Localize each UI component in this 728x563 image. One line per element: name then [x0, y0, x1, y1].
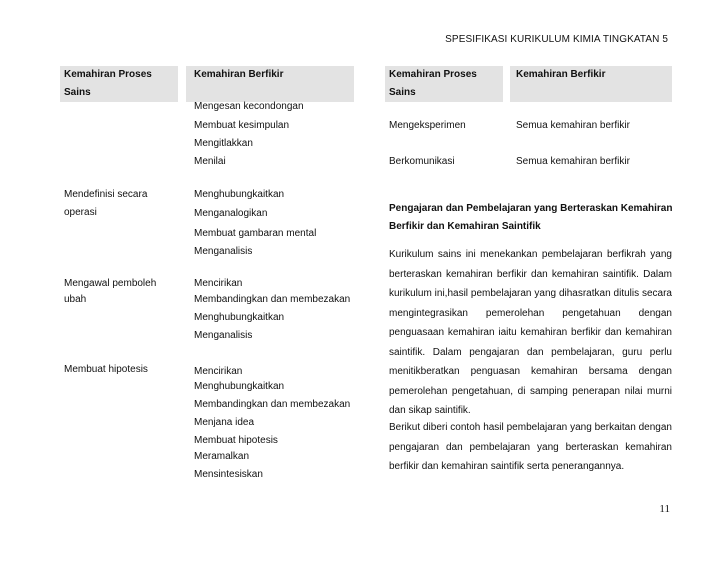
- left-skill-item: Membuat hipotesis: [194, 435, 278, 446]
- left-process-item: Mendefinisi secara: [64, 189, 148, 200]
- left-skill-item: Mengitlakkan: [194, 138, 253, 149]
- left-process-item: Membuat hipotesis: [64, 364, 148, 375]
- left-skill-item: Menganalogikan: [194, 208, 268, 219]
- left-process-item: Mengawal pemboleh: [64, 278, 157, 289]
- left-col2-header: Kemahiran Berfikir: [194, 69, 284, 80]
- page-number: 11: [659, 503, 670, 515]
- page-header: SPESIFIKASI KURIKULUM KIMIA TINGKATAN 5: [445, 34, 668, 45]
- right-col1-header-line1: Kemahiran Proses: [389, 69, 477, 80]
- left-col1-header-line1: Kemahiran Proses: [64, 69, 152, 80]
- right-skill-item: Semua kemahiran berfikir: [516, 120, 630, 131]
- left-col1-header-line2: Sains: [64, 87, 91, 98]
- right-col1-header-line2: Sains: [389, 87, 416, 98]
- left-skill-item: Mengesan kecondongan: [194, 101, 304, 112]
- right-process-item: Mengeksperimen: [389, 120, 466, 131]
- left-skill-item: Menghubungkaitkan: [194, 381, 285, 392]
- left-skill-item: Menganalisis: [194, 246, 253, 257]
- right-process-item: Berkomunikasi: [389, 156, 455, 167]
- left-process-item: ubah: [64, 294, 87, 305]
- left-skill-item: Meramalkan: [194, 451, 250, 462]
- right-col2-header: Kemahiran Berfikir: [516, 69, 606, 80]
- right-skill-item: Semua kemahiran berfikir: [516, 156, 630, 167]
- section-title-line2: Berfikir dan Kemahiran Saintifik: [389, 221, 541, 232]
- left-skill-item: Mencirikan: [194, 278, 243, 289]
- left-process-item: operasi: [64, 207, 97, 218]
- left-skill-item: Menghubungkaitkan: [194, 312, 285, 323]
- left-skill-item: Menilai: [194, 156, 226, 167]
- left-skill-item: Mensintesiskan: [194, 469, 263, 480]
- left-skill-item: Menganalisis: [194, 330, 253, 341]
- left-skill-item: Membandingkan dan membezakan: [194, 399, 351, 410]
- left-skill-item: Membandingkan dan membezakan: [194, 294, 351, 305]
- left-skill-item: Menjana idea: [194, 417, 255, 428]
- section-title-line1: Pengajaran dan Pembelajaran yang Berteraskan Kemahiran: [389, 203, 673, 214]
- left-skill-item: Membuat gambaran mental: [194, 228, 317, 239]
- body-paragraph-1: Kurikulum sains ini menekankan pembelajaran berfikrah yang berteraskan kemahiran berfikir dan kemahiran saintifik. Dalam kurikulum ini,hasil pembelajaran yang dihasratkan ditulis secara mengintegrasikan pemerolehan pengetahuan dengan penguasaan kemahiran iaitu kemahiran berfikir dan kemahiran saintifik. Dalam pengajaran dan pembelajaran, guru perlu menitikberatkan penguasan kemahiran bersama dengan pemerolehan pengetahuan, di samping penerapan nilai murni dan sikap saintifik.: [389, 249, 672, 416]
- left-skill-item: Menghubungkaitkan: [194, 189, 285, 200]
- left-skill-item: Mencirikan: [194, 366, 243, 377]
- left-skill-item: Membuat kesimpulan: [194, 120, 290, 131]
- body-paragraph-2: Berikut diberi contoh hasil pembelajaran yang berkaitan dengan pengajaran dan pembelajaran yang berteraskan kemahiran berfikir dan kemahiran saintifik serta penerangannya.: [389, 422, 672, 472]
